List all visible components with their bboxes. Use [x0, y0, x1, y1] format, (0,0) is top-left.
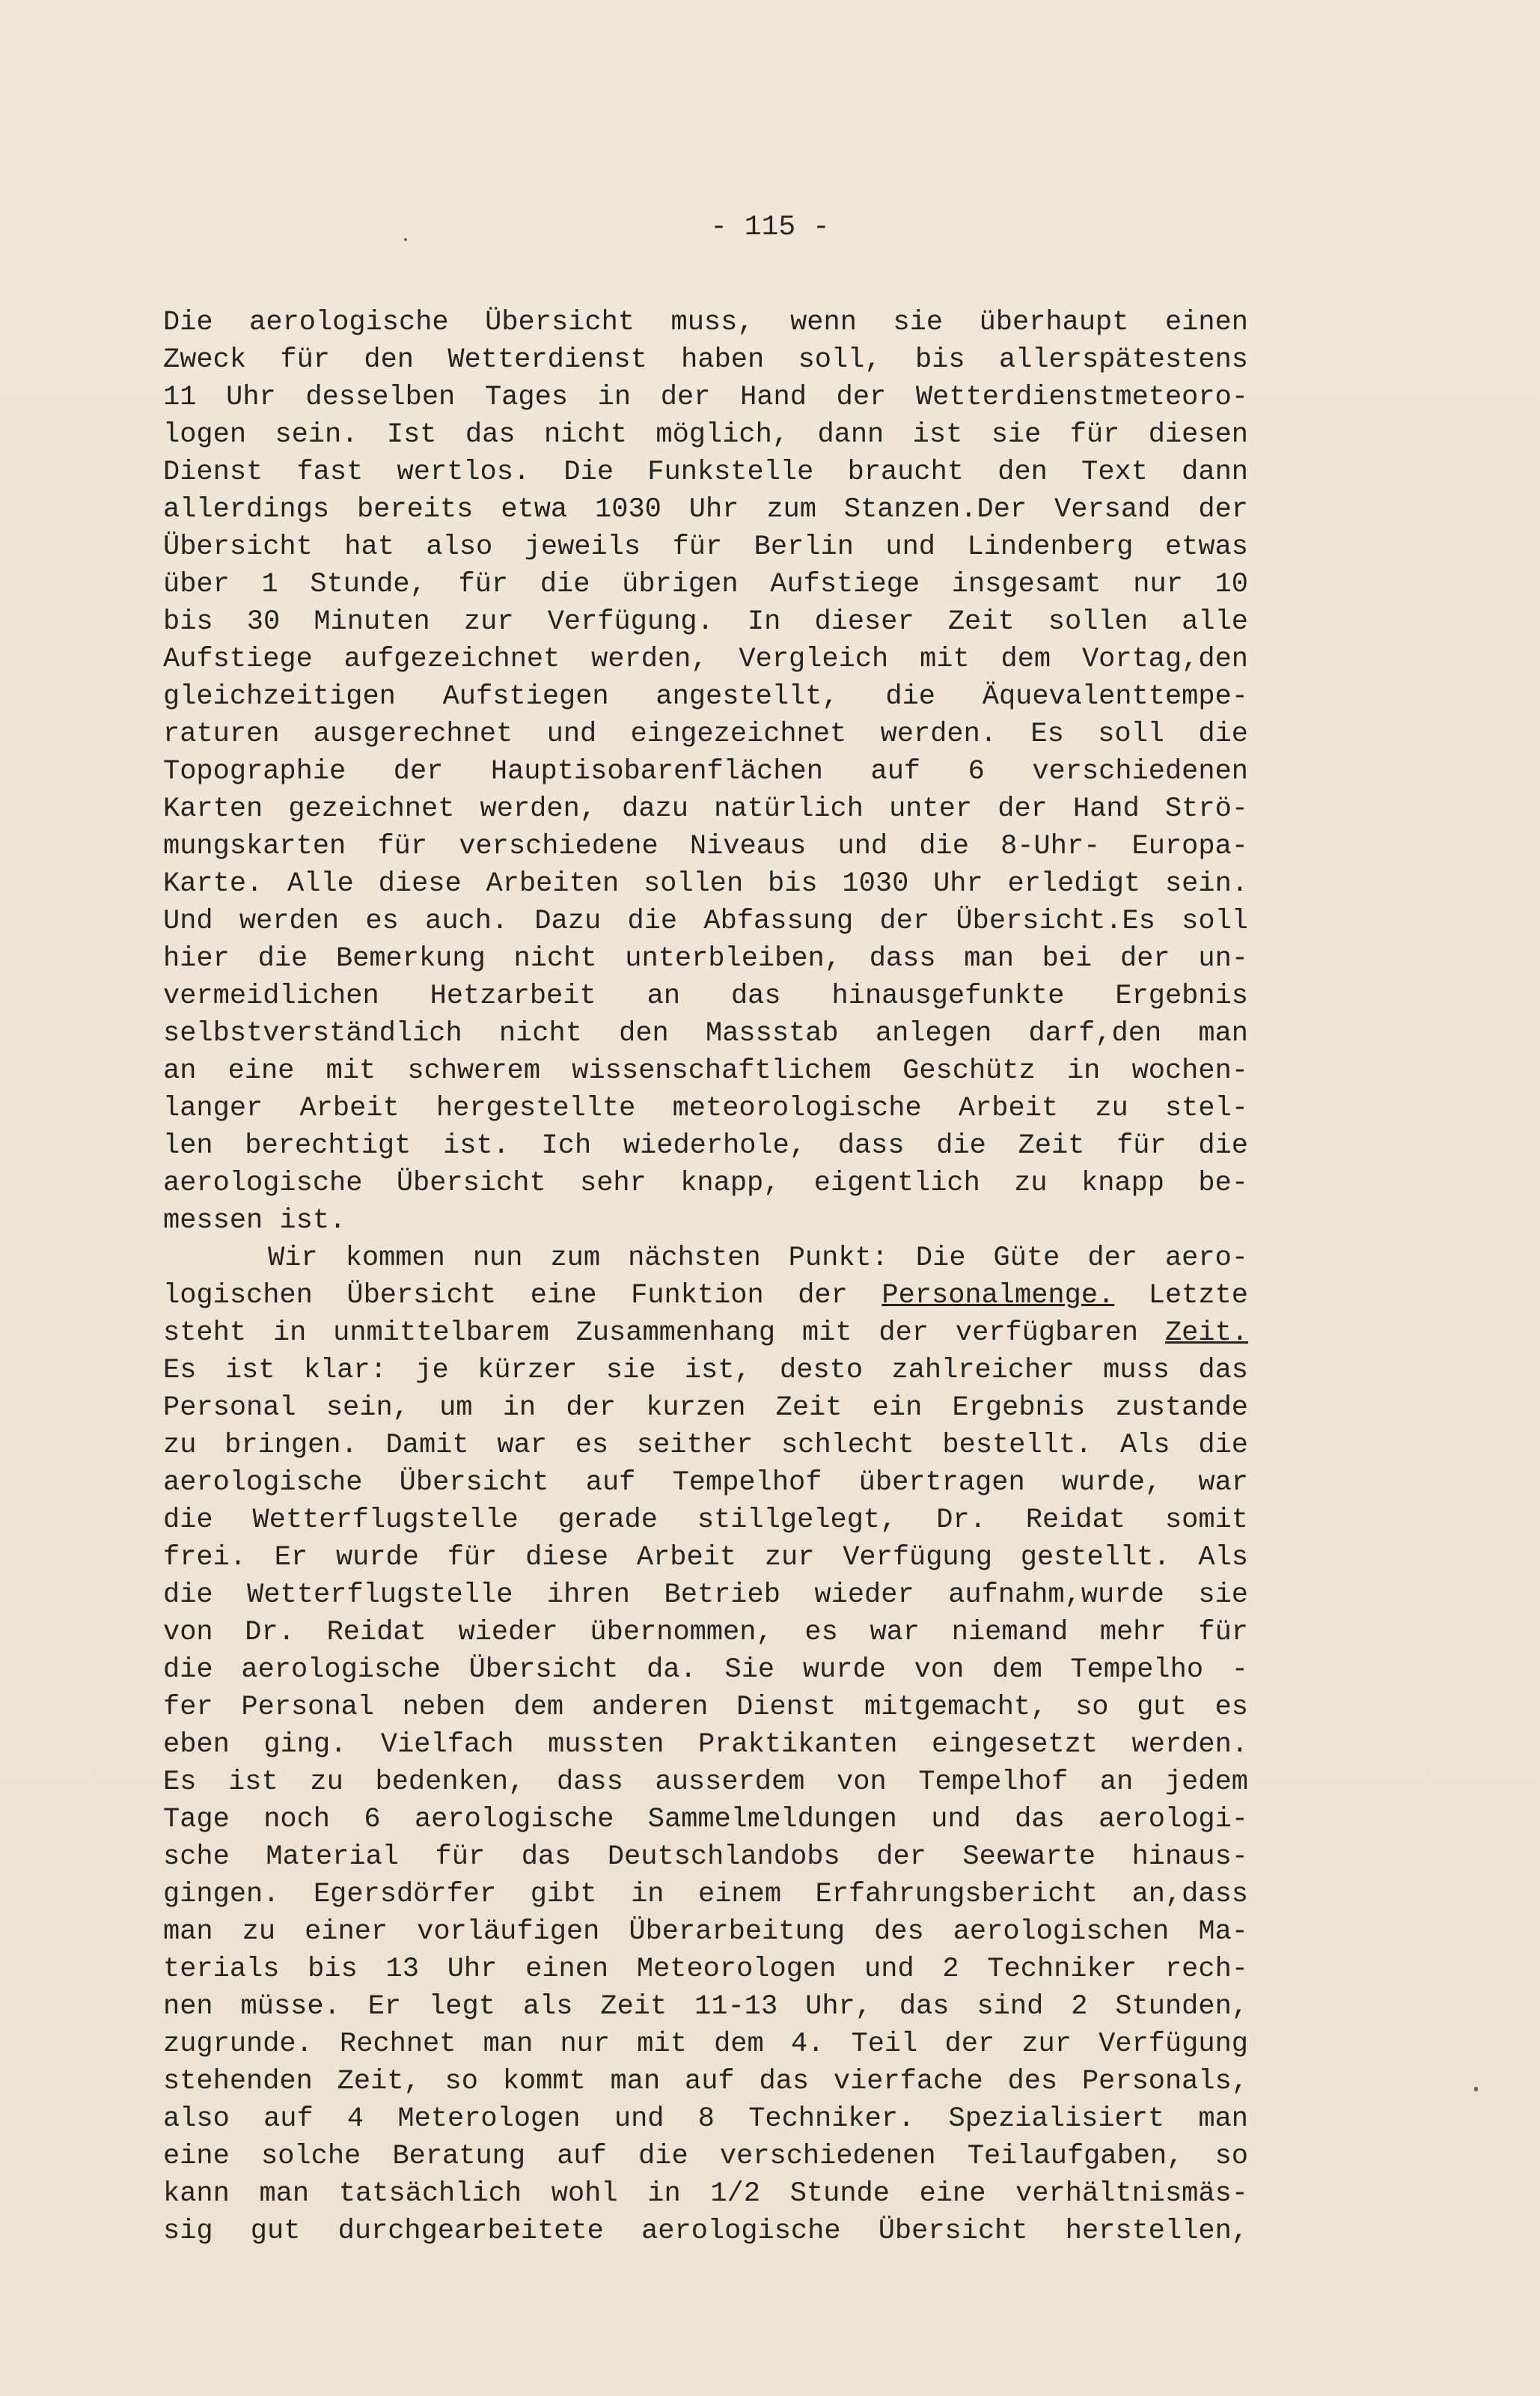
text-line: Es ist zu bedenken, dass ausserdem von Tempelhof an jedem — [163, 1766, 1248, 1798]
text-line: terials bis 13 Uhr einen Meteorologen und 2 Techniker rech- — [163, 1954, 1248, 1985]
text-line: die Wetterflugstelle ihren Betrieb wieder aufnahm,wurde sie — [163, 1579, 1248, 1611]
paper-speck — [1474, 2087, 1478, 2091]
underlined-term: Zeit. — [1164, 1317, 1248, 1349]
text-line: aerologische Übersicht auf Tempelhof übertragen wurde, war — [163, 1467, 1248, 1499]
text-line — [163, 1314, 1248, 1352]
text-line: eben ging. Vielfach mussten Praktikanten eingesetzt werden. — [163, 1729, 1248, 1761]
text-line: Die aerologische Übersicht muss, wenn sie überhaupt einen — [163, 307, 1248, 338]
text-line: frei. Er wurde für diese Arbeit zur Verfügung gestellt. Als — [163, 1542, 1248, 1573]
text-line: Zweck für den Wetterdienst haben soll, bis allerspätestens — [163, 344, 1248, 376]
text-fragment: logischen Übersicht eine Funktion der — [163, 1280, 882, 1311]
text-line: man zu einer vorläufigen Überarbeitung des aerologischen Ma- — [163, 1916, 1248, 1948]
text-line: Und werden es auch. Dazu die Abfassung der Übersicht.Es soll — [163, 906, 1248, 937]
text-line: langer Arbeit hergestellte meteorologische Arbeit zu stel- — [163, 1093, 1248, 1124]
text-line: aerologische Übersicht sehr knapp, eigentlich zu knapp be- — [163, 1168, 1248, 1199]
text-line: Übersicht hat also jeweils für Berlin und Lindenberg etwas — [163, 531, 1248, 563]
text-line: len berechtigt ist. Ich wiederhole, dass die Zeit für die — [163, 1130, 1248, 1162]
text-line: von Dr. Reidat wieder übernommen, es war niemand mehr für — [163, 1617, 1248, 1648]
text-line: 11 Uhr desselben Tages in der Hand der Wetterdienstmeteoro- — [163, 382, 1248, 413]
text-line: nen müsse. Er legt als Zeit 11-13 Uhr, das sind 2 Stunden, — [163, 1991, 1248, 2022]
text-line: messen ist. — [163, 1205, 346, 1237]
text-line: die Wetterflugstelle gerade stillgelegt, Dr. Reidat somit — [163, 1505, 1248, 1536]
text-line: Tage noch 6 aerologische Sammelmeldungen und das aerologi- — [163, 1804, 1248, 1835]
text-line: stehenden Zeit, so kommt man auf das vierfache des Personals, — [163, 2066, 1248, 2097]
text-line: fer Personal neben dem anderen Dienst mitgemacht, so gut es — [163, 1692, 1248, 1723]
text-line: Topographie der Hauptisobarenflächen auf 6 verschiedenen — [163, 756, 1248, 787]
text-line: hier die Bemerkung nicht unterbleiben, dass man bei der un- — [163, 943, 1248, 975]
text-line: an eine mit schwerem wissenschaftlichem Geschütz in wochen- — [163, 1055, 1248, 1087]
text-line: Karte. Alle diese Arbeiten sollen bis 1030 Uhr erledigt sein. — [163, 868, 1248, 900]
text-line: die aerologische Übersicht da. Sie wurde von dem Tempelho - — [163, 1654, 1248, 1686]
text-line: gleichzeitigen Aufstiegen angestellt, die Äquevalenttempe- — [163, 681, 1248, 713]
text-line: kann man tatsächlich wohl in 1/2 Stunde eine verhältnismäs- — [163, 2178, 1248, 2210]
text-line: Aufstiege aufgezeichnet werden, Vergleich mit dem Vortag,den — [163, 644, 1248, 675]
text-line: Wir kommen nun zum nächsten Punkt: Die Güte der aero- — [268, 1243, 1248, 1274]
page-number: - 115 - — [710, 211, 830, 243]
text-line: allerdings bereits etwa 1030 Uhr zum Stanzen.Der Versand der — [163, 494, 1248, 525]
text-line: mungskarten für verschiedene Niveaus und die 8-Uhr- Europa- — [163, 831, 1248, 862]
text-line: bis 30 Minuten zur Verfügung. In dieser Zeit sollen alle — [163, 606, 1248, 638]
text-line: also auf 4 Meterologen und 8 Techniker. Spezialisiert man — [163, 2103, 1248, 2135]
text-line: eine solche Beratung auf die verschiedenen Teilaufgaben, so — [163, 2141, 1248, 2172]
text-line: Personal sein, um in der kurzen Zeit ein Ergebnis zustande — [163, 1392, 1248, 1424]
text-line: Dienst fast wertlos. Die Funkstelle braucht den Text dann — [163, 457, 1248, 488]
text-line: Karten gezeichnet werden, dazu natürlich unter der Hand Strö- — [163, 793, 1248, 825]
text-fragment: Letzte — [1114, 1280, 1248, 1311]
text-line: sche Material für das Deutschlandobs der Seewarte hinaus- — [163, 1841, 1248, 1873]
text-line: sig gut durchgearbeitete aerologische Übersicht herstellen, — [163, 2216, 1248, 2247]
body-text — [163, 304, 1248, 2250]
text-line: vermeidlichen Hetzarbeit an das hinausgefunkte Ergebnis — [163, 981, 1248, 1012]
text-line: raturen ausgerechnet und eingezeichnet werden. Es soll die — [163, 719, 1248, 750]
text-fragment: steht in unmittelbarem Zusammenhang mit der verfügbaren — [163, 1317, 1165, 1349]
text-line: über 1 Stunde, für die übrigen Aufstiege insgesamt nur 10 — [163, 569, 1248, 600]
text-line — [163, 1277, 1248, 1314]
text-line: selbstverständlich nicht den Massstab anlegen darf,den man — [163, 1018, 1248, 1049]
text-line: logen sein. Ist das nicht möglich, dann ist sie für diesen — [163, 419, 1248, 451]
text-line: gingen. Egersdörfer gibt in einem Erfahrungsbericht an,dass — [163, 1879, 1248, 1910]
underlined-term: Personalmenge. — [881, 1280, 1115, 1311]
text-line: zugrunde. Rechnet man nur mit dem 4. Teil der zur Verfügung — [163, 2028, 1248, 2060]
text-line: Es ist klar: je kürzer sie ist, desto zahlreicher muss das — [163, 1355, 1248, 1386]
text-line: zu bringen. Damit war es seither schlecht bestellt. Als die — [163, 1430, 1248, 1461]
